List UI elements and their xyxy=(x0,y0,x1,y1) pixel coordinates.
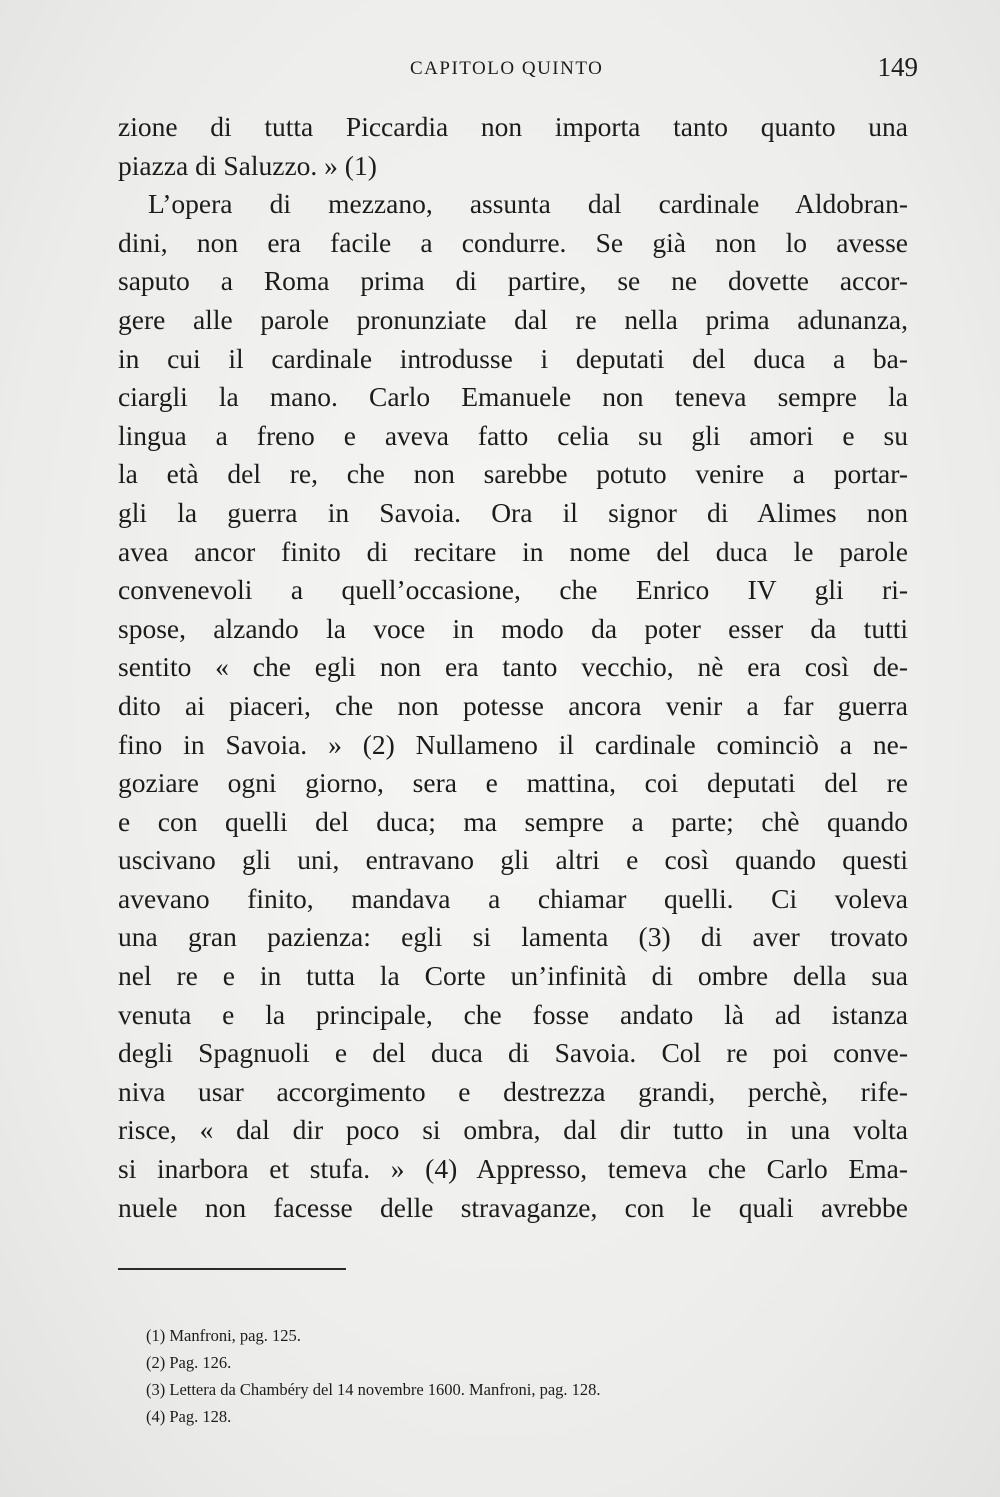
footnote: (2) Pag. 126. xyxy=(146,1353,232,1372)
text-line: avea ancor finito di recitare in nome del duca le parole xyxy=(118,535,908,567)
text-line: la età del re, che non sarebbe potuto venire a portar- xyxy=(118,458,908,490)
body-text xyxy=(118,108,908,1227)
text-line: una gran pazienza: egli si lamenta (3) di aver trovato xyxy=(118,921,908,953)
text-line: spose, alzando la voce in modo da poter esser da tutti xyxy=(118,612,908,644)
text-line: piazza di Saluzzo. » (1) xyxy=(118,149,377,181)
text-line: saputo a Roma prima di partire, se ne dovette accor- xyxy=(118,265,908,297)
text-line: lingua a freno e aveva fatto celia su gli amori e su xyxy=(118,419,908,451)
text-line: dito ai piaceri, che non potesse ancora venir a far guerra xyxy=(118,689,908,721)
text-line: nuele non facesse delle stravaganze, con le quali avrebbe xyxy=(118,1191,908,1223)
text-line: dini, non era facile a condurre. Se già non lo avesse xyxy=(118,226,908,258)
text-line: venuta e la principale, che fosse andato là ad istanza xyxy=(118,998,908,1030)
text-line: e con quelli del duca; ma sempre a parte; chè quando xyxy=(118,805,908,837)
text-line: goziare ogni giorno, sera e mattina, coi deputati del re xyxy=(118,767,908,799)
text-line: zione di tutta Piccardia non importa tanto quanto una xyxy=(118,111,908,142)
page-number: 149 xyxy=(877,52,918,82)
text-line: L’opera di mezzano, assunta dal cardinale Aldobran- xyxy=(148,188,908,220)
text-line: degli Spagnuoli e del duca di Savoia. Col re poi conve- xyxy=(118,1037,908,1069)
text-line: si inarbora et stufa. » (4) Appresso, temeva che Carlo Ema- xyxy=(118,1153,908,1185)
text-line: risce, « dal dir poco si ombra, dal dir tutto in una volta xyxy=(118,1114,908,1146)
text-line: in cui il cardinale introdusse i deputati del duca a ba- xyxy=(118,342,908,374)
footnote-separator xyxy=(118,1268,346,1270)
footnote: (4) Pag. 128. xyxy=(146,1407,232,1426)
text-line: nel re e in tutta la Corte un’infinità di ombre della sua xyxy=(118,960,908,992)
text-line: uscivano gli uni, entravano gli altri e così quando questi xyxy=(118,844,908,876)
text-line: fino in Savoia. » (2) Nullameno il cardinale cominciò a ne- xyxy=(118,728,908,760)
text-line: gere alle parole pronunziate dal re nella prima adunanza, xyxy=(118,303,908,335)
text-line: niva usar accorgimento e destrezza grandi, perchè, rife- xyxy=(118,1075,908,1107)
text-line: ciargli la mano. Carlo Emanuele non teneva sempre la xyxy=(118,381,908,413)
text-line: avevano finito, mandava a chiamar quelli. Ci voleva xyxy=(118,882,908,914)
footnote: (3) Lettera da Chambéry del 14 novembre 1600. Manfroni, pag. 128. xyxy=(146,1380,601,1399)
page-header xyxy=(118,52,918,90)
text-line: sentito « che egli non era tanto vecchio, nè era così de- xyxy=(118,651,908,683)
running-head: CAPITOLO QUINTO xyxy=(410,58,604,79)
text-line: gli la guerra in Savoia. Ora il signor di Alimes non xyxy=(118,496,908,528)
text-line: convenevoli a quell’occasione, che Enrico IV gli ri- xyxy=(118,574,908,606)
footnote: (1) Manfroni, pag. 125. xyxy=(146,1326,301,1345)
footnotes xyxy=(146,1322,906,1430)
